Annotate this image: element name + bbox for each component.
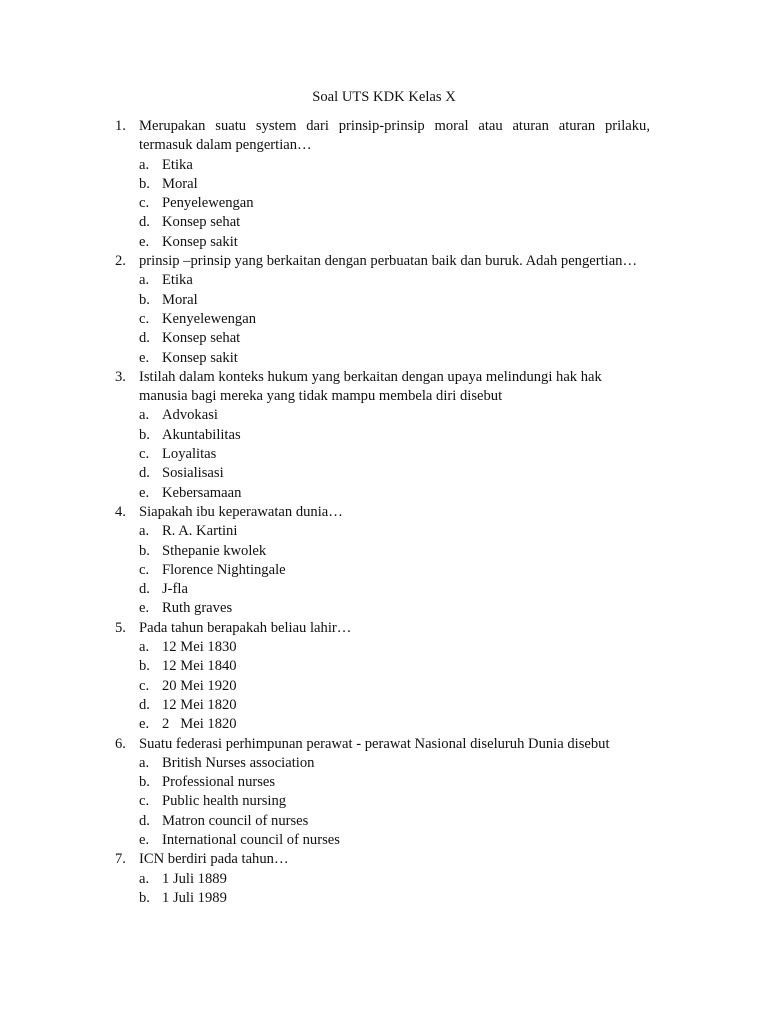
option-item <box>0 792 768 811</box>
document-title: Soal UTS KDK Kelas X <box>312 89 456 105</box>
question-number: 2. <box>115 253 126 270</box>
option-list <box>0 754 768 850</box>
option-letter: b. <box>139 774 150 791</box>
question-item <box>0 735 768 851</box>
option-text: Sthepanie kwolek <box>162 542 267 559</box>
question-number: 3. <box>115 368 126 385</box>
option-letter: b. <box>139 426 150 443</box>
option-letter: b. <box>139 658 150 675</box>
option-letter: e. <box>139 600 150 617</box>
option-text: Etika <box>162 272 193 289</box>
question-number: 7. <box>115 851 126 868</box>
option-text: British Nurses association <box>162 754 315 771</box>
option-item <box>0 445 768 464</box>
option-letter: e. <box>139 484 150 501</box>
option-list <box>0 406 768 502</box>
option-item <box>0 213 768 232</box>
option-item <box>0 464 768 483</box>
option-text: R. A. Kartini <box>162 523 238 540</box>
option-letter: e. <box>139 233 150 250</box>
option-item <box>0 156 768 175</box>
option-text: 1 Juli 1989 <box>162 889 227 906</box>
option-list <box>0 156 768 252</box>
option-letter: a. <box>139 870 150 887</box>
option-letter: e. <box>139 831 150 848</box>
option-letter: e. <box>139 716 150 733</box>
option-letter: e. <box>139 349 150 366</box>
option-text: J-fla <box>162 581 188 598</box>
option-letter: b. <box>139 542 150 559</box>
option-letter: d. <box>139 581 150 598</box>
question-text: Siapakah ibu keperawatan dunia… <box>139 503 343 520</box>
option-item <box>0 657 768 676</box>
option-text: 2 Mei 1820 <box>162 716 237 733</box>
option-item <box>0 522 768 541</box>
option-text: Sosialisasi <box>162 465 224 482</box>
option-text: Konsep sakit <box>162 349 238 366</box>
option-letter: d. <box>139 214 150 231</box>
option-item <box>0 194 768 213</box>
option-list <box>0 522 768 618</box>
question-item <box>0 850 768 908</box>
option-text: Moral <box>162 175 198 192</box>
option-letter: d. <box>139 465 150 482</box>
option-item <box>0 175 768 194</box>
option-letter: c. <box>139 446 150 463</box>
option-item <box>0 233 768 252</box>
option-text: Professional nurses <box>162 774 276 791</box>
option-text: Konsep sehat <box>162 330 241 347</box>
option-item <box>0 310 768 329</box>
option-letter: a. <box>139 523 150 540</box>
option-letter: b. <box>139 175 150 192</box>
option-item <box>0 677 768 696</box>
option-text: Matron council of nurses <box>162 812 309 829</box>
question-item <box>0 368 768 503</box>
option-text: Kenyelewengan <box>162 310 257 327</box>
option-text: 1 Juli 1889 <box>162 870 227 887</box>
option-item <box>0 889 768 908</box>
option-letter: c. <box>139 310 150 327</box>
question-item <box>0 117 768 252</box>
option-item <box>0 812 768 831</box>
option-text: 12 Mei 1820 <box>162 696 237 713</box>
option-letter: a. <box>139 407 150 424</box>
option-item <box>0 754 768 773</box>
question-text: Suatu federasi perhimpunan perawat - perawat Nasional diseluruh Dunia disebut <box>139 735 610 752</box>
option-item <box>0 696 768 715</box>
question-list <box>0 117 768 908</box>
option-item <box>0 291 768 310</box>
option-item <box>0 542 768 561</box>
option-letter: d. <box>139 812 150 829</box>
option-text: Public health nursing <box>162 793 287 810</box>
question-item <box>0 252 768 368</box>
option-text: International council of nurses <box>162 831 340 848</box>
option-text: Moral <box>162 291 198 308</box>
option-text: Kebersamaan <box>162 484 242 501</box>
option-letter: c. <box>139 793 150 810</box>
option-text: Loyalitas <box>162 446 217 463</box>
option-letter: d. <box>139 330 150 347</box>
option-letter: a. <box>139 272 150 289</box>
option-text: Konsep sakit <box>162 233 238 250</box>
option-text: Advokasi <box>162 407 218 424</box>
question-text: Merupakan suatu system dari prinsip-prinsip moral atau aturan aturan prilaku, termasuk dalam pengertian… <box>139 118 650 154</box>
option-text: Etika <box>162 156 193 173</box>
option-letter: a. <box>139 156 150 173</box>
option-text: Ruth graves <box>162 600 233 617</box>
option-item <box>0 638 768 657</box>
option-letter: c. <box>139 195 150 212</box>
option-item <box>0 426 768 445</box>
option-letter: c. <box>139 561 150 578</box>
option-text: Penyelewengan <box>162 195 254 212</box>
option-letter: d. <box>139 696 150 713</box>
question-number: 6. <box>115 735 126 752</box>
question-text: Istilah dalam konteks hukum yang berkaitan dengan upaya melindungi hak hak manusia bagi mereka yang tidak mampu membela diri disebut <box>139 368 602 405</box>
option-item <box>0 329 768 348</box>
option-item <box>0 715 768 734</box>
option-letter: c. <box>139 677 150 694</box>
option-text: Florence Nightingale <box>162 561 286 578</box>
option-letter: a. <box>139 639 150 656</box>
question-text: prinsip –prinsip yang berkaitan dengan perbuatan baik dan buruk. Adah pengertian… <box>139 253 638 270</box>
question-text: Pada tahun berapakah beliau lahir… <box>139 619 352 636</box>
option-item <box>0 831 768 850</box>
option-item <box>0 484 768 503</box>
option-item <box>0 349 768 368</box>
option-item <box>0 870 768 889</box>
option-text: 12 Mei 1830 <box>162 639 237 656</box>
question-number: 5. <box>115 619 126 636</box>
option-list <box>0 271 768 367</box>
option-list <box>0 870 768 909</box>
option-item <box>0 271 768 290</box>
question-number: 1. <box>115 118 126 134</box>
option-item <box>0 580 768 599</box>
question-number: 4. <box>115 503 126 520</box>
option-text: Akuntabilitas <box>162 426 241 443</box>
option-text: Konsep sehat <box>162 214 241 231</box>
question-item <box>0 619 768 735</box>
option-item <box>0 773 768 792</box>
option-text: 12 Mei 1840 <box>162 658 237 675</box>
option-text: 20 Mei 1920 <box>162 677 237 694</box>
option-item <box>0 406 768 425</box>
option-item <box>0 561 768 580</box>
option-list <box>0 638 768 734</box>
option-item <box>0 599 768 618</box>
question-item <box>0 503 768 619</box>
option-letter: b. <box>139 291 150 308</box>
option-letter: b. <box>139 889 150 906</box>
question-text: ICN berdiri pada tahun… <box>139 851 289 868</box>
option-letter: a. <box>139 754 150 771</box>
